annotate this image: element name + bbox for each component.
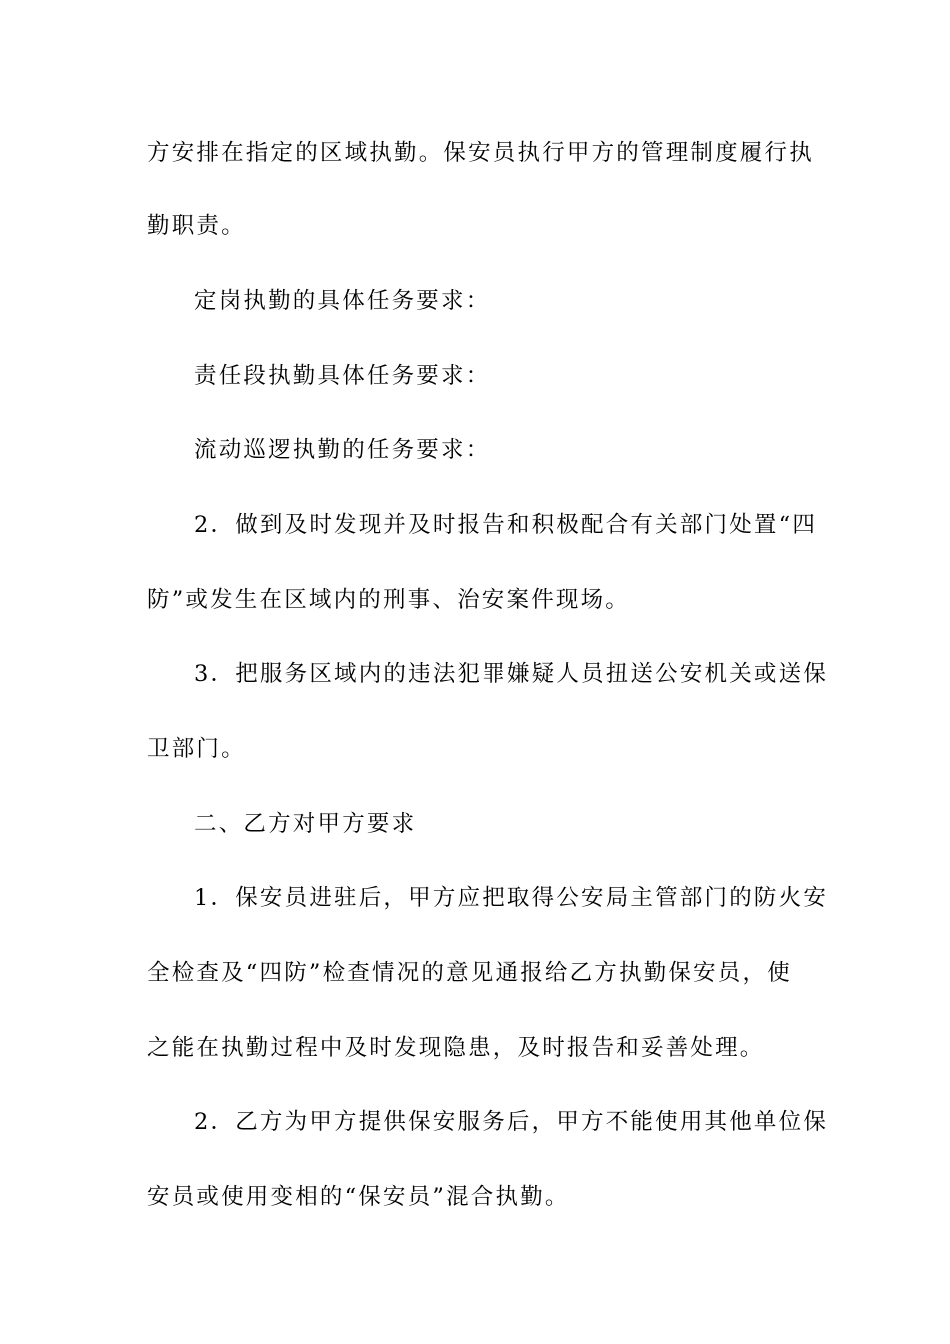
text-line: 2．乙方为甲方提供保安服务后，甲方不能使用其他单位保 [194, 1109, 829, 1135]
section-heading: 二、乙方对甲方要求 [194, 811, 417, 837]
text-line: 方安排在指定的区域执勤。保安员执行甲方的管理制度履行执 [147, 140, 814, 166]
text-line: 勤职责。 [147, 213, 246, 239]
text-line: 1．保安员进驻后，甲方应把取得公安局主管部门的防火安 [194, 885, 829, 911]
text-line: 3．把服务区域内的违法犯罪嫌疑人员扭送公安机关或送保 [194, 661, 829, 687]
text-line: 防”或发生在区域内的刑事、治安案件现场。 [147, 587, 631, 613]
text-line: 定岗执勤的具体任务要求： [194, 288, 491, 314]
text-line: 责任段执勤具体任务要求： [194, 363, 491, 389]
text-line: 2．做到及时发现并及时报告和积极配合有关部门处置“四 [194, 512, 818, 538]
text-line: 安员或使用变相的“保安员”混合执勤。 [147, 1184, 570, 1210]
text-line: 流动巡逻执勤的任务要求： [194, 437, 491, 463]
text-line: 卫部门。 [147, 736, 246, 762]
text-line: 全检查及“四防”检查情况的意见通报给乙方执勤保安员，使 [147, 960, 792, 986]
text-line: 之能在执勤过程中及时发现隐患，及时报告和妥善处理。 [147, 1035, 765, 1061]
